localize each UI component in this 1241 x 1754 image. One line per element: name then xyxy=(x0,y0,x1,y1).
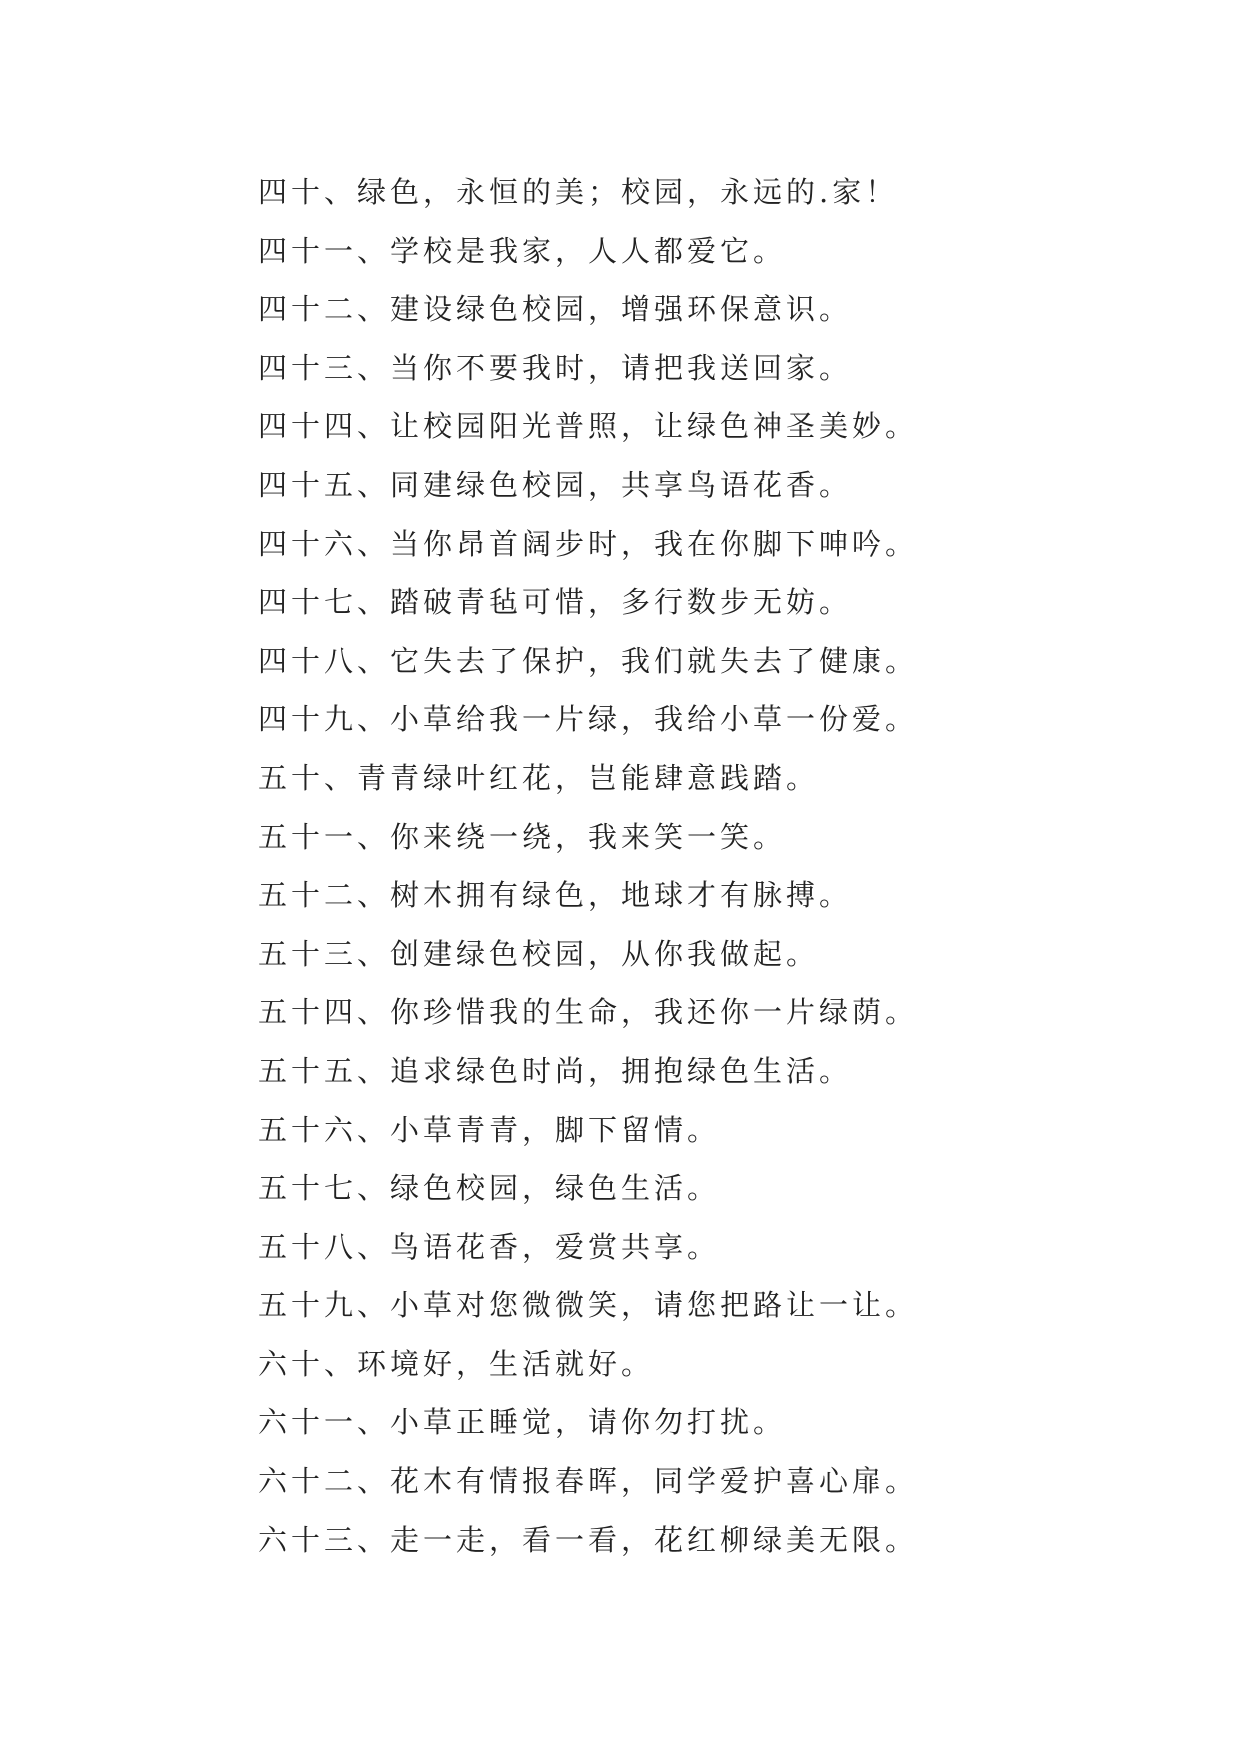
slogan-line: 四十一、学校是我家，人人都爱它。 xyxy=(258,233,787,268)
slogan-line: 六十二、花木有情报春晖，同学爱护喜心扉。 xyxy=(258,1464,919,1499)
slogan-line: 四十五、同建绿色校园，共享鸟语花香。 xyxy=(258,467,853,502)
slogan-line: 四十四、让校园阳光普照，让绿色神圣美妙。 xyxy=(258,409,919,444)
slogan-line: 四十、绿色，永恒的美；校园，永远的.家！ xyxy=(258,175,899,209)
slogan-line: 六十三、走一走，看一看，花红柳绿美无限。 xyxy=(258,1522,919,1557)
slogan-line: 六十一、小草正睡觉，请你勿打扰。 xyxy=(258,1405,787,1440)
slogan-line: 五十九、小草对您微微笑，请您把路让一让。 xyxy=(258,1288,919,1323)
slogan-line: 五十七、绿色校园，绿色生活。 xyxy=(258,1171,721,1206)
slogan-line: 四十八、它失去了保护，我们就失去了健康。 xyxy=(258,643,919,678)
slogan-line: 四十二、建设绿色校园，增强环保意识。 xyxy=(258,292,853,327)
slogan-line: 五十五、追求绿色时尚，拥抱绿色生活。 xyxy=(258,1053,853,1088)
slogan-line: 四十九、小草给我一片绿，我给小草一份爱。 xyxy=(258,702,919,737)
slogan-line: 五十八、鸟语花香，爱赏共享。 xyxy=(258,1229,721,1264)
slogan-line: 四十七、踏破青毡可惜，多行数步无妨。 xyxy=(258,585,853,620)
slogan-line: 六十、环境好，生活就好。 xyxy=(258,1346,655,1381)
slogan-line: 五十六、小草青青，脚下留情。 xyxy=(258,1112,721,1147)
slogan-line: 五十四、你珍惜我的生命，我还你一片绿荫。 xyxy=(258,995,919,1030)
slogan-line: 五十三、创建绿色校园，从你我做起。 xyxy=(258,936,820,971)
slogan-line: 五十、青青绿叶红花，岂能肆意践踏。 xyxy=(258,760,820,795)
slogan-line: 五十一、你来绕一绕，我来笑一笑。 xyxy=(258,819,787,854)
slogan-line: 五十二、树木拥有绿色，地球才有脉搏。 xyxy=(258,878,853,913)
slogan-line: 四十三、当你不要我时，请把我送回家。 xyxy=(258,350,853,385)
slogan-list xyxy=(258,163,1158,1569)
slogan-line: 四十六、当你昂首阔步时，我在你脚下呻吟。 xyxy=(258,526,919,561)
